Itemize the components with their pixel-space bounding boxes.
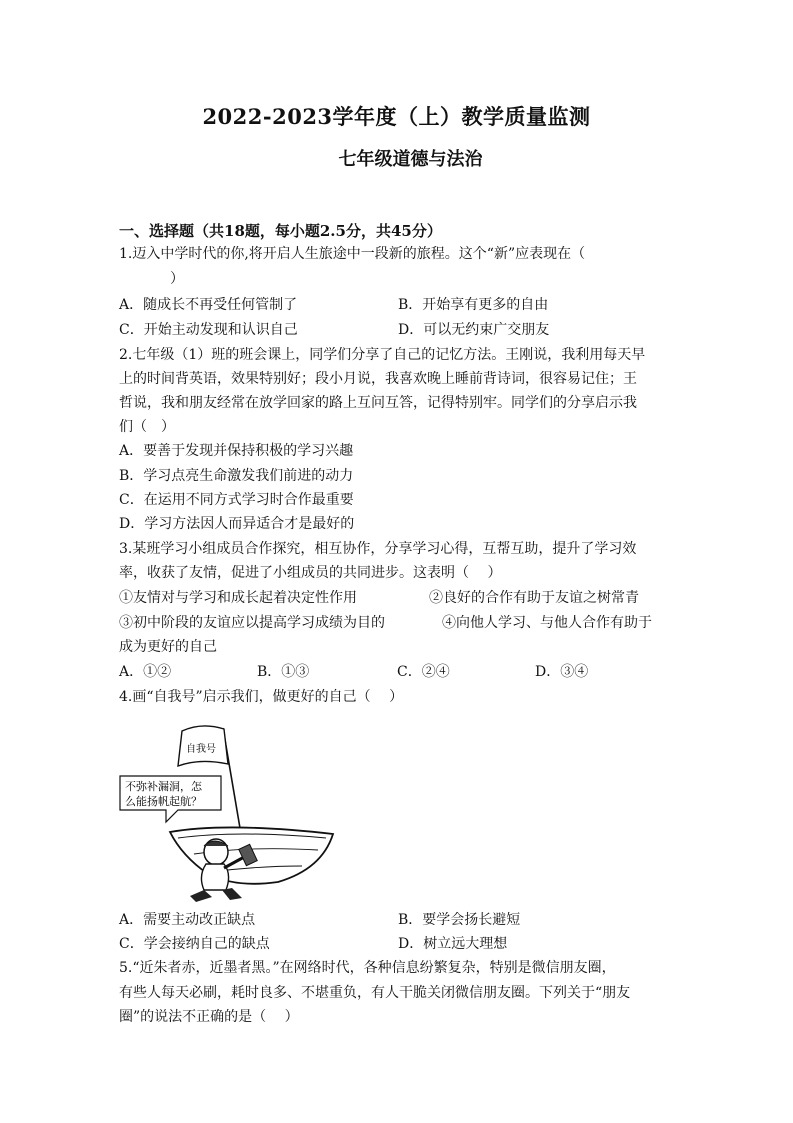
q4-option-b: B．要学会扬长避短 bbox=[398, 912, 521, 928]
q4-option-c: C．学会接纳自己的缺点 bbox=[119, 936, 270, 952]
bubble-text-line1: 不弥补漏洞，怎 bbox=[125, 780, 202, 793]
q4-stem: 4.画“自我号”启示我们，做更好的自己（ ） bbox=[119, 689, 404, 705]
q2-option-d: D．学习方法因人而异适合才是最好的 bbox=[119, 516, 355, 532]
q3-option-b: B．①③ bbox=[257, 664, 310, 680]
q3-statement-4: ④向他人学习、与他人合作有助于 bbox=[442, 615, 652, 631]
q1-option-a: A．随成长不再受任何管制了 bbox=[119, 297, 298, 313]
q4-option-d: D．树立远大理想 bbox=[398, 936, 508, 952]
self-boat-cartoon bbox=[118, 714, 343, 904]
q3-statement-4-cont: 成为更好的自己 bbox=[119, 639, 217, 655]
q1-stem-line1: 1.迈入中学时代的你,将开启人生旅途中一段新的旅程。这个“新”应表现在（ bbox=[119, 246, 586, 262]
q3-statement-1: ①友情对与学习和成长起着决定性作用 bbox=[119, 590, 357, 606]
q2-option-a: A．要善于发现并保持积极的学习兴趣 bbox=[119, 443, 354, 459]
bubble-text-line2: 么能扬帆起航？ bbox=[125, 795, 202, 808]
q1-option-c: C．开始主动发现和认识自己 bbox=[119, 322, 298, 338]
q2-stem-line3: 哲说，我和朋友经常在放学回家的路上互问互答，记得特别牢。同学们的分享启示我 bbox=[119, 395, 637, 411]
q2-stem-line2: 上的时间背英语，效果特别好；段小月说，我喜欢晚上睡前背诗词，很容易记住；王 bbox=[119, 371, 637, 387]
q2-option-c: C．在运用不同方式学习时合作最重要 bbox=[119, 492, 354, 508]
exam-title: 2022-2023学年度（上）教学质量监测 bbox=[202, 104, 591, 129]
q5-stem-line3: 圈”的说法不正确的是（ ） bbox=[119, 1009, 299, 1025]
q1-option-d: D．可以无约束广交朋友 bbox=[398, 322, 550, 338]
q3-option-a: A．①② bbox=[119, 664, 172, 680]
q3-option-c: C．②④ bbox=[397, 664, 450, 680]
q2-option-b: B．学习点亮生命激发我们前进的动力 bbox=[119, 468, 354, 484]
q3-stem-line1: 3.某班学习小组成员合作探究，相互协作，分享学习心得，互帮互助，提升了学习效 bbox=[119, 541, 637, 557]
person-foot-right bbox=[222, 888, 242, 900]
q1-stem-line2: ） bbox=[170, 271, 184, 287]
q1-option-b: B．开始享有更多的自由 bbox=[398, 297, 549, 313]
q2-stem-line1: 2.七年级（1）班的班会课上，同学们分享了自己的记忆方法。王刚说，我利用每天早 bbox=[119, 347, 646, 363]
q3-stem-line2: 率，收获了友情，促进了小组成员的共同进步。这表明（ ） bbox=[119, 565, 502, 581]
flag-label: 自我号 bbox=[186, 744, 216, 755]
q4-option-a: A．需要主动改正缺点 bbox=[119, 912, 256, 928]
q5-stem-line1: 5.“近朱者赤，近墨者黑。”在网络时代，各种信息纷繁复杂，特别是微信朋友圈， bbox=[119, 960, 616, 976]
q3-option-d: D．③④ bbox=[535, 664, 589, 680]
q3-statement-2: ②良好的合作有助于友谊之树常青 bbox=[429, 590, 639, 606]
q3-statement-3: ③初中阶段的友谊应以提高学习成绩为目的 bbox=[119, 615, 385, 631]
section-heading: 一、选择题（共18题，每小题2.5分，共45分） bbox=[119, 222, 442, 240]
exam-subtitle: 七年级道德与法治 bbox=[338, 149, 483, 170]
cartoon-illustration bbox=[118, 714, 343, 904]
q2-stem-line4: 们（ ） bbox=[119, 419, 175, 435]
person-foot-left bbox=[190, 890, 212, 902]
q5-stem-line2: 有些人每天必刷，耗时良多、不堪重负，有人干脆关闭微信朋友圈。下列关于“朋友 bbox=[119, 985, 631, 1001]
